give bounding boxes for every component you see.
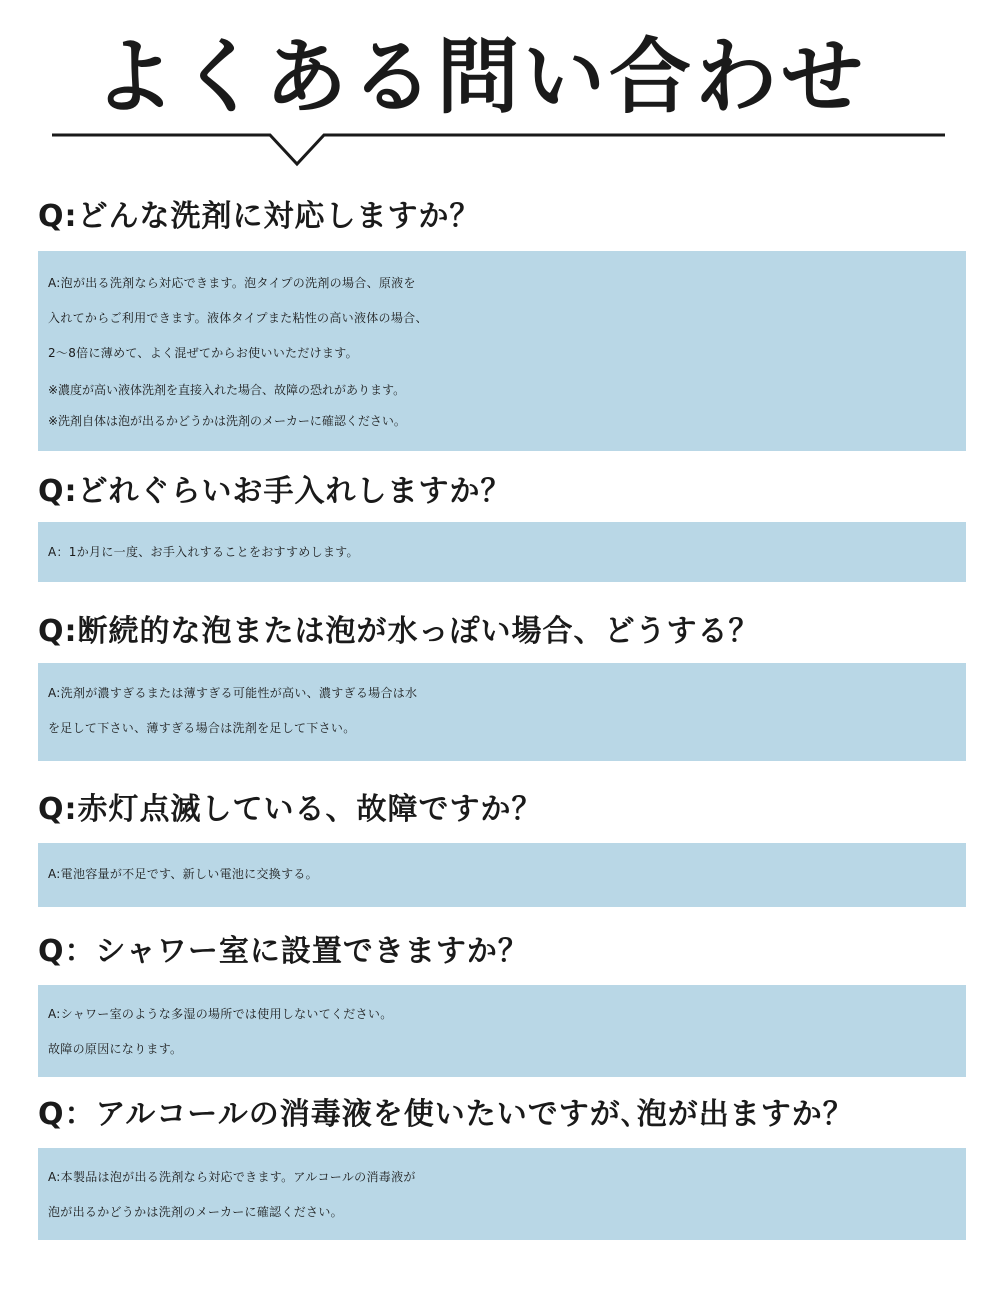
faq-question: Q：シャワー室に設置できますか？	[38, 934, 529, 969]
faq-question: Q:断続的な泡または泡が水っぽい場合、どうする？	[38, 614, 760, 649]
answer-text: A:本製品は泡が出る洗剤なら対応できます。アルコールの消毒液が	[48, 1170, 416, 1184]
answer-text: 泡が出るかどうかは洗剤のメーカーに確認ください。	[48, 1205, 343, 1219]
faq-answer-box	[38, 663, 966, 761]
answer-text: 入れてからご利用できます。液体タイプまた粘性の高い液体の場合、	[48, 311, 428, 325]
faq-answer-box	[38, 522, 966, 582]
faq-question: Q:赤灯点滅している、故障ですか？	[38, 792, 543, 827]
page-title: よくある問い合わせ	[92, 30, 867, 125]
faq-answer-box	[38, 843, 966, 907]
answer-text: A:シャワー室のような多湿の場所では使用しないてください。	[48, 1007, 393, 1021]
answer-text: A:泡が出る洗剤なら対応できます。泡タイプの洗剤の場合、原液を	[48, 276, 416, 290]
answer-text: A:電池容量が不足です、新しい電池に交換する。	[48, 867, 318, 881]
answer-text: A:洗剤が濃すぎるまたは薄すぎる可能性が高い、濃すぎる場合は水	[48, 686, 418, 700]
title-divider	[52, 126, 948, 172]
faq-answer-box	[38, 251, 966, 451]
faq-question: Q：アルコールの消毒液を使いたいですが､泡が出ますか？	[38, 1097, 854, 1132]
answer-text: を足して下さい、薄すぎる場合は洗剤を足して下さい。	[48, 721, 356, 735]
answer-text: 2〜8倍に薄めて、よく混ぜてからお使いいただけます。	[48, 346, 358, 360]
faq-question: Q:どれぐらいお手入れしますか？	[38, 474, 512, 509]
answer-text: 故障の原因になります。	[48, 1042, 183, 1056]
answer-text: A：1か月に一度、お手入れすることをおすすめします。	[48, 545, 359, 559]
answer-note: ※濃度が高い液体洗剤を直接入れた場合、故障の恐れがあります。	[48, 383, 406, 397]
faq-question: Q:どんな洗剤に対応しますか？	[38, 199, 481, 234]
answer-note: ※洗剤自体は泡が出るかどうかは洗剤のメーカーに確認ください。	[48, 414, 406, 428]
faq-answer-box	[38, 1148, 966, 1240]
faq-answer-box	[38, 985, 966, 1077]
